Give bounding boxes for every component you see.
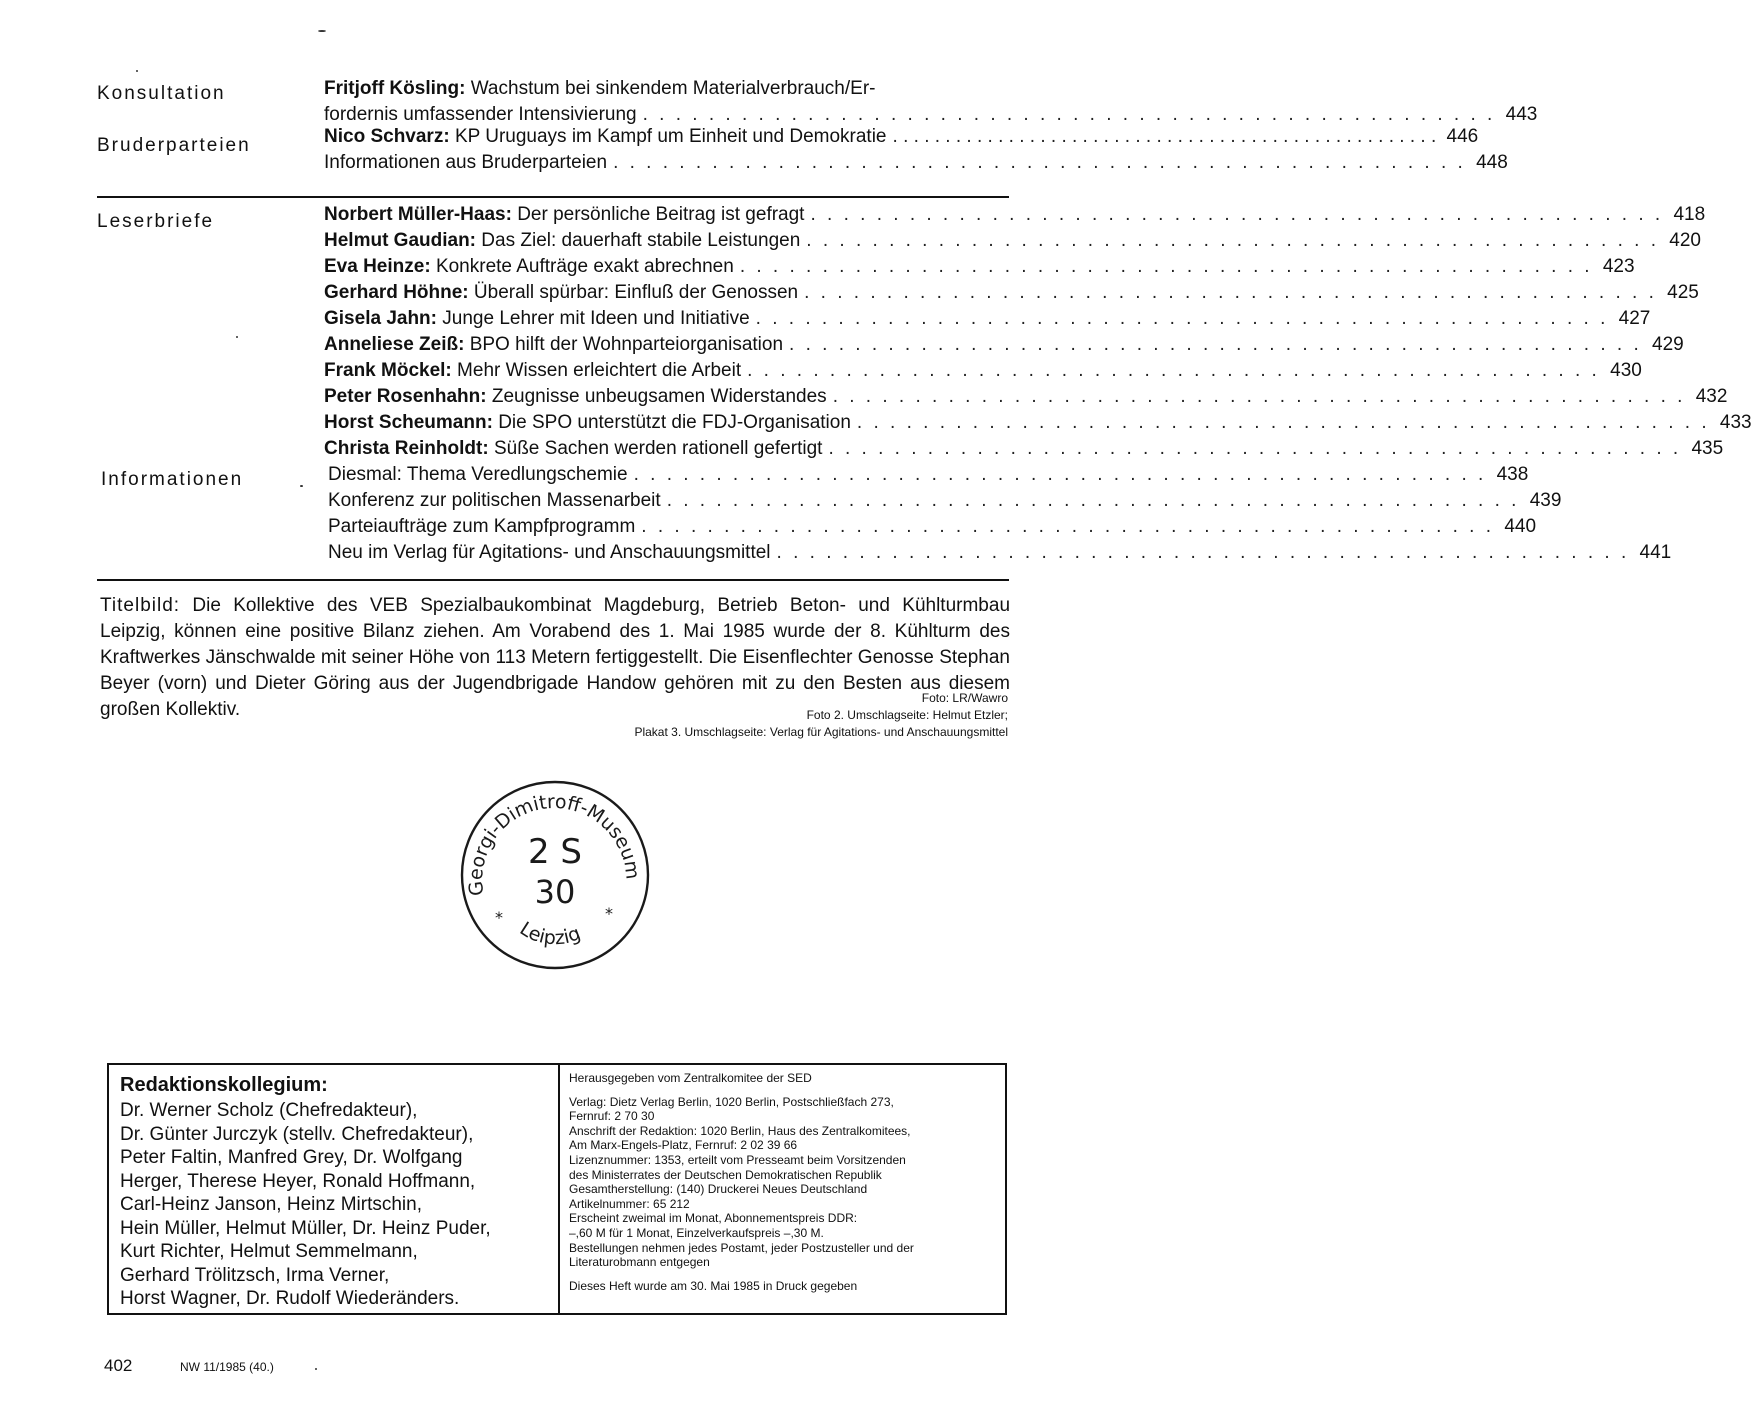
toc-entry	[324, 280, 1699, 306]
scan-speck	[236, 336, 238, 338]
dot-leader	[747, 358, 1600, 384]
section-divider	[97, 196, 1009, 198]
stamp-star-icon: *	[605, 904, 613, 923]
dot-leader	[893, 124, 1437, 150]
editor-line: Dr. Werner Scholz (Chefredakteur),	[120, 1100, 418, 1121]
publisher-header: Herausgegeben vom Zentralkomitee der SED	[569, 1071, 812, 1085]
editor-line: Peter Faltin, Manfred Grey, Dr. Wolfgang	[120, 1147, 463, 1168]
toc-author: Gisela Jahn:	[324, 308, 437, 329]
toc-page-number: 429	[1652, 334, 1684, 355]
dot-leader	[740, 254, 1593, 280]
scan-speck	[315, 1368, 317, 1370]
toc-entry	[324, 202, 1706, 228]
toc-page-number: 418	[1673, 204, 1706, 225]
editor-line: Dr. Günter Jurczyk (stellv. Chefredakteur),	[120, 1123, 474, 1145]
toc-entry	[328, 462, 1529, 488]
stamp-ring-text: Georgi-Dimitroff-Museum	[464, 790, 644, 897]
issue-number: NW 11/1985 (40.)	[180, 1360, 274, 1374]
toc-title: Zeugnisse unbeugsamen Widerstandes	[491, 386, 827, 407]
toc-author: Norbert Müller-Haas:	[324, 204, 512, 225]
toc-author: Eva Heinze:	[324, 256, 431, 277]
toc-title: Mehr Wissen erleichtert die Arbeit	[457, 360, 742, 381]
credit-line: Plakat 3. Umschlagseite: Verlag für Agitations- und Anschauungsmittel	[634, 725, 1008, 739]
publisher-line: Fernruf: 2 70 30	[569, 1109, 655, 1124]
section-label-bruderparteien: Bruderparteien	[97, 135, 251, 156]
publisher-line: –,60 M für 1 Monat, Einzelverkaufspreis –,30 M.	[569, 1225, 824, 1240]
photo-credits	[448, 690, 1008, 741]
toc-title: Diesmal: Thema Veredlungschemie	[328, 464, 628, 485]
toc-entry	[324, 150, 1508, 176]
toc-entry	[324, 358, 1642, 384]
imprint-box	[107, 1063, 1007, 1315]
scan-speck	[300, 485, 303, 487]
editor-line: Carl-Heinz Janson, Heinz Mirtschin,	[120, 1194, 422, 1215]
toc-entry	[324, 124, 1479, 150]
toc-entry	[328, 514, 1537, 540]
toc-title: Parteiaufträge zum Kampfprogramm	[328, 516, 636, 537]
section-divider	[97, 579, 1009, 581]
publisher-line: Bestellungen nehmen jedes Postamt, jeder Postzusteller und der	[569, 1240, 914, 1255]
editorial-board	[109, 1065, 560, 1313]
toc-page-number: 423	[1602, 256, 1635, 277]
dot-leader	[756, 306, 1609, 332]
dot-leader	[634, 462, 1487, 488]
section-label-informationen: Informationen	[101, 469, 244, 490]
toc-title: Das Ziel: dauerhaft stabile Leistungen	[481, 230, 801, 251]
publisher-line: Artikelnummer: 65 212	[569, 1196, 690, 1211]
toc-page-number: 440	[1504, 516, 1537, 537]
toc-title: Überall spürbar: Einfluß der Genossen	[473, 282, 799, 303]
scan-speck	[318, 30, 326, 32]
publisher-line: des Ministerrates der Deutschen Demokratischen Republik	[569, 1167, 882, 1182]
dot-leader	[806, 228, 1659, 254]
toc-page-number: 433	[1719, 412, 1752, 433]
editor-line: Hein Müller, Helmut Müller, Dr. Heinz Puder,	[120, 1217, 491, 1239]
publisher-line: Erscheint zweimal im Monat, Abonnementspreis DDR:	[569, 1211, 858, 1226]
dot-leader	[810, 202, 1663, 228]
section-label-leserbriefe: Leserbriefe	[97, 211, 215, 232]
toc-page-number: 446	[1446, 126, 1479, 147]
dot-leader	[613, 150, 1466, 176]
editor-line: Horst Wagner, Dr. Rudolf Wiederänders.	[120, 1288, 460, 1309]
toc-page-number: 432	[1695, 386, 1728, 407]
dot-leader	[789, 332, 1642, 358]
section-label-konsultation: Konsultation	[97, 83, 226, 104]
toc-page-number: 430	[1610, 360, 1642, 381]
toc-author: Anneliese Zeiß:	[324, 334, 465, 355]
editor-line: Herger, Therese Heyer, Ronald Hoffmann,	[120, 1170, 476, 1192]
toc-title: Neu im Verlag für Agitations- und Anschauungsmittel	[328, 542, 771, 563]
toc-page-number: 439	[1529, 490, 1562, 511]
toc-title: Konkrete Aufträge exakt abrechnen	[435, 256, 734, 277]
toc-title-continued: fordernis umfassender Intensivierung	[324, 104, 637, 125]
toc-page-number: 427	[1618, 308, 1651, 329]
dot-leader	[857, 410, 1710, 436]
page-number: 402	[104, 1356, 133, 1375]
credit-line: Foto: LR/Wawro	[921, 691, 1008, 705]
toc-title: Süße Sachen werden rationell gefertigt	[493, 438, 823, 459]
publisher-info	[560, 1065, 1005, 1313]
credit-line: Foto 2. Umschlagseite: Helmut Etzler;	[806, 708, 1008, 722]
dot-leader	[833, 384, 1686, 410]
toc-title: Wachstum bei sinkendem Materialverbrauch/Er-	[470, 78, 876, 99]
print-date-note: Dieses Heft wurde am 30. Mai 1985 in Druck gegeben	[569, 1278, 858, 1293]
toc-page-number: 435	[1691, 438, 1724, 459]
toc-author: Peter Rosenhahn:	[324, 386, 487, 407]
toc-entry	[324, 332, 1684, 358]
stamp-star-icon: *	[495, 908, 503, 927]
dot-leader	[828, 436, 1681, 462]
publisher-line: Lizenznummer: 1353, erteilt vom Presseamt beim Vorsitzenden	[569, 1152, 906, 1167]
toc-page-number: 425	[1667, 282, 1699, 303]
toc-author: Frank Möckel:	[324, 360, 452, 381]
publisher-line: Literaturobmann entgegen	[569, 1255, 710, 1270]
publisher-line: Anschrift der Redaktion: 1020 Berlin, Haus des Zentralkomitees,	[569, 1123, 911, 1138]
toc-entry	[328, 540, 1672, 566]
publisher-line: Am Marx-Engels-Platz, Fernruf: 2 02 39 66	[569, 1138, 798, 1153]
editor-line: Kurt Richter, Helmut Semmelmann,	[120, 1241, 418, 1262]
toc-author: Helmut Gaudian:	[324, 230, 477, 251]
dot-leader	[641, 514, 1494, 540]
stamp-center-top: 2 S	[527, 832, 583, 872]
toc-title: KP Uruguays im Kampf um Einheit und Demokratie	[454, 126, 887, 147]
dot-leader	[667, 488, 1520, 514]
toc-page-number: 438	[1496, 464, 1529, 485]
toc-entry	[328, 488, 1562, 514]
toc-entry	[324, 76, 1538, 128]
toc-title: Konferenz zur politischen Massenarbeit	[328, 490, 661, 511]
toc-author: Horst Scheumann:	[324, 412, 493, 433]
editorial-board-title: Redaktionskollegium:	[120, 1074, 328, 1096]
toc-page-number: 441	[1639, 542, 1672, 563]
toc-entry	[324, 384, 1728, 410]
editor-line: Gerhard Trölitzsch, Irma Verner,	[120, 1264, 390, 1286]
toc-author: Nico Schvarz:	[324, 126, 450, 147]
toc-entry	[324, 254, 1635, 280]
stamp-center-bottom: 30	[534, 873, 576, 911]
toc-title: Informationen aus Bruderparteien	[324, 152, 608, 173]
toc-title: BPO hilft der Wohnparteiorganisation	[469, 334, 784, 355]
toc-page-number: 448	[1476, 152, 1508, 173]
toc-title: Der persönliche Beitrag ist gefragt	[517, 204, 805, 225]
stamp-city: Leipzig	[515, 917, 584, 950]
dot-leader	[777, 540, 1630, 566]
toc-entry	[324, 410, 1752, 436]
toc-page-number: 443	[1505, 104, 1538, 125]
toc-title: Die SPO unterstützt die FDJ-Organisation	[498, 412, 851, 433]
scan-speck	[136, 70, 138, 72]
toc-page-number: 420	[1669, 230, 1701, 251]
toc-entry	[324, 228, 1701, 254]
caption-label: Titelbild:	[100, 595, 181, 616]
toc-author: Christa Reinholdt:	[324, 438, 489, 459]
toc-title: Junge Lehrer mit Ideen und Initiative	[442, 308, 750, 329]
toc-author: Fritjoff Kösling:	[324, 78, 466, 99]
toc-author: Gerhard Höhne:	[324, 282, 469, 303]
museum-stamp	[455, 775, 655, 975]
publisher-line: Verlag: Dietz Verlag Berlin, 1020 Berlin, Postschließfach 273,	[569, 1094, 894, 1109]
toc-entry	[324, 436, 1724, 462]
toc-entry	[324, 306, 1651, 332]
dot-leader	[804, 280, 1657, 306]
publisher-line: Gesamtherstellung: (140) Druckerei Neues Deutschland	[569, 1182, 868, 1197]
caption-text: Die Kollektive des VEB Spezialbaukombinat Magdeburg, Betrieb Beton- und Kühlturmbau Leipzig, können eine positive Bilanz ziehen. Am Vorabend des 1. Mai 1985 wurde der 8. Kühlturm des Kraftwerkes Jänschwalde mit seiner Höhe von 113 Metern fertiggestellt. Die Eisenflechter Genosse Stephan Beyer (vorn) und Dieter Göring aus der Jugendbrigade Handow gehören mit zu den Besten aus diesem großen Kollektiv.	[100, 595, 1011, 720]
